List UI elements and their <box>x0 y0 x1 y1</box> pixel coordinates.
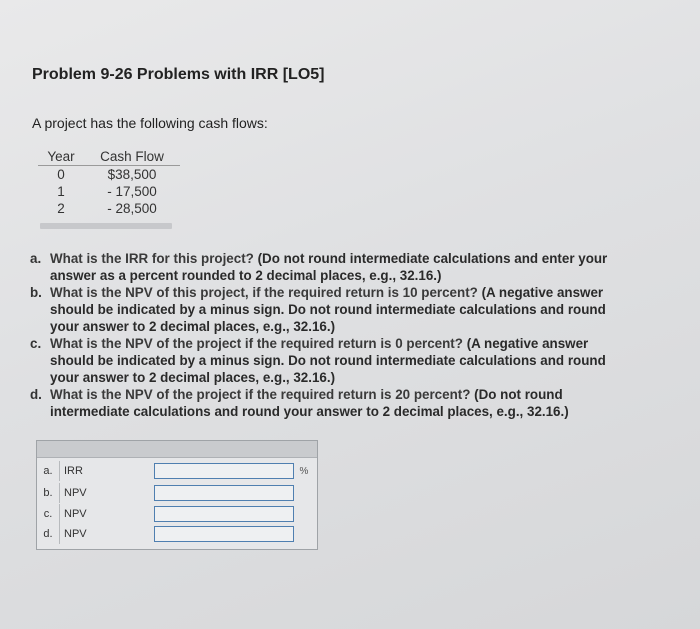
question-letter: c. <box>30 336 42 351</box>
answer-letter: b. <box>43 487 53 499</box>
problem-intro: A project has the following cash flows: <box>32 115 268 131</box>
cash-flow-row <box>38 166 180 183</box>
question-text <box>50 284 630 335</box>
answer-row-irr <box>37 461 317 481</box>
answer-table <box>36 440 318 550</box>
question-lead: What is the NPV of the project if the required return is 0 percent? <box>50 336 463 351</box>
cash-flow-cell: - 17,500 <box>107 184 157 199</box>
question-text <box>50 386 630 420</box>
question-note: (A negative answer should be indicated by a minus sign. Do not round intermediate calculations and round your answer to 2 decimal places, e.g., 32.16.) <box>50 285 606 334</box>
question-text <box>50 250 630 284</box>
answer-letter: d. <box>43 528 53 540</box>
question-b <box>30 284 630 335</box>
question-lead: What is the NPV of this project, if the required return is 10 percent? <box>50 285 478 300</box>
cash-flow-table <box>38 148 180 217</box>
answer-letter: a. <box>43 465 53 477</box>
question-note: (Do not round intermediate calculations and enter your answer as a percent rounded to 2 decimal places, e.g., 32.16.) <box>50 251 608 283</box>
year-cell: 2 <box>57 201 65 216</box>
cash-flow-row <box>38 200 180 217</box>
question-lead: What is the IRR for this project? <box>50 251 254 266</box>
cash-flow-row <box>38 183 180 200</box>
answer-row-npv-0 <box>37 504 317 524</box>
answer-table-header <box>37 441 317 458</box>
question-text <box>50 335 630 386</box>
answer-label: IRR <box>59 461 154 481</box>
npv-20-input[interactable] <box>154 526 294 542</box>
answer-label: NPV <box>59 504 154 524</box>
year-cell: 0 <box>57 167 65 182</box>
cash-flow-header-row <box>38 148 180 166</box>
question-d <box>30 386 630 420</box>
answer-row-npv-10 <box>37 483 317 503</box>
question-lead: What is the NPV of the project if the required return is 20 percent? <box>50 387 471 402</box>
cash-flow-header: Cash Flow <box>100 149 164 164</box>
cash-flow-table-footer <box>40 223 172 229</box>
problem-title: Problem 9-26 Problems with IRR [LO5] <box>32 66 325 83</box>
question-note: (Do not round intermediate calculations and round your answer to 2 decimal places, e.g., 32.16.) <box>50 387 569 419</box>
cash-flow-cell: $38,500 <box>107 167 157 182</box>
question-list <box>30 250 630 420</box>
irr-input[interactable] <box>154 463 294 479</box>
year-cell: 1 <box>57 184 65 199</box>
question-letter: b. <box>30 285 42 300</box>
npv-10-input[interactable] <box>154 485 294 501</box>
answer-label: NPV <box>59 483 154 503</box>
answer-letter: c. <box>43 508 53 520</box>
question-letter: d. <box>30 387 42 402</box>
question-c <box>30 335 630 386</box>
answer-row-npv-20 <box>37 524 317 544</box>
question-note: (A negative answer should be indicated by a minus sign. Do not round intermediate calculations and round your answer to 2 decimal places, e.g., 32.16.) <box>50 336 606 385</box>
cash-flow-cell: - 28,500 <box>107 201 157 216</box>
percent-unit: % <box>299 465 309 477</box>
answer-label: NPV <box>59 524 154 544</box>
year-header: Year <box>47 149 75 164</box>
question-letter: a. <box>30 251 42 266</box>
npv-0-input[interactable] <box>154 506 294 522</box>
question-a <box>30 250 630 284</box>
